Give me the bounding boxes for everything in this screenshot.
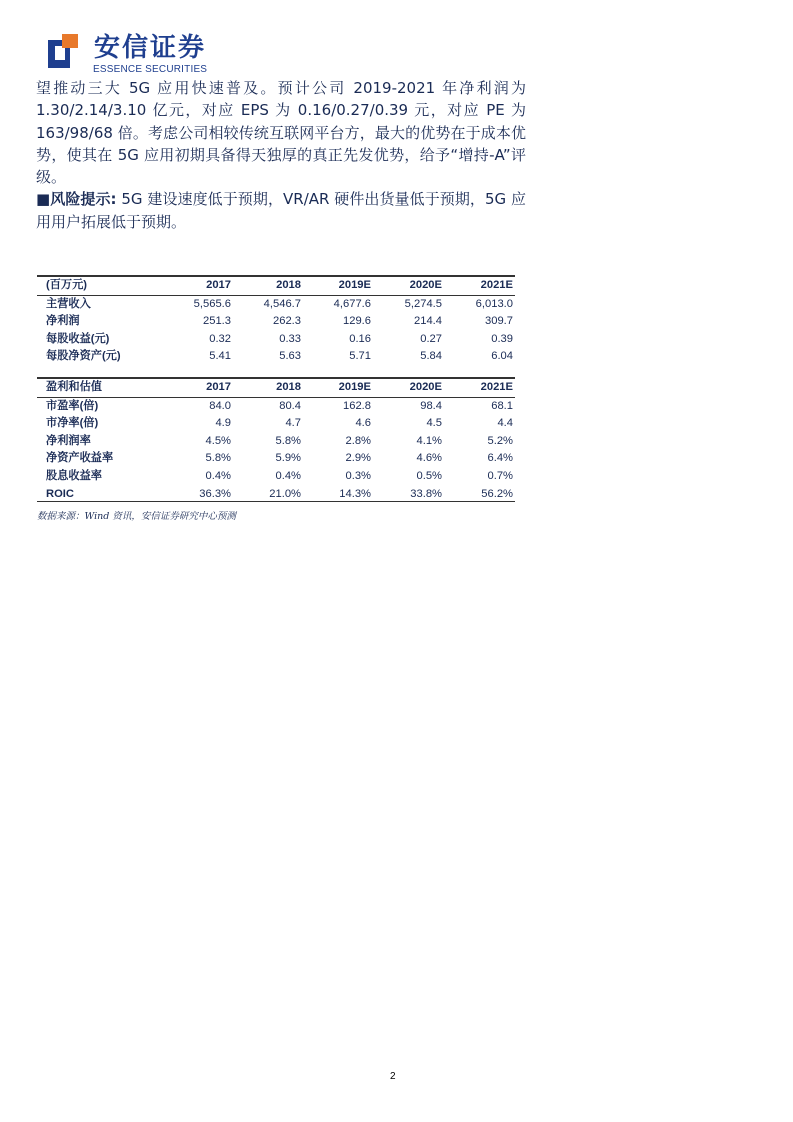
row-label: 每股收益(元) (46, 332, 110, 345)
table-cell: 56.2% (481, 487, 513, 500)
year-header: 2021E (444, 379, 515, 397)
table-cell: 5.8% (275, 434, 301, 447)
year-header: 2021E (444, 277, 515, 295)
table-row (37, 450, 515, 468)
financial-summary-table (37, 277, 515, 366)
table-cell: 84.0 (209, 399, 231, 412)
row-label: 市盈率(倍) (46, 399, 99, 412)
table-cell: 5,274.5 (404, 297, 442, 310)
table-cell: 98.4 (420, 399, 442, 412)
table-cell: 4.7 (285, 417, 301, 430)
row-label: 净利润 (46, 315, 80, 328)
table-row (37, 331, 515, 349)
table-cell: 2.8% (345, 434, 371, 447)
table-cell: 68.1 (491, 399, 513, 412)
table-row (37, 348, 515, 366)
table-cell: 4.5% (205, 434, 231, 447)
table-cell: 129.6 (343, 315, 371, 328)
table-cell: 309.7 (485, 315, 513, 328)
table-cell: 251.3 (203, 315, 231, 328)
table-cell: 4,677.6 (333, 297, 371, 310)
year-header: 2018 (233, 379, 303, 397)
year-header: 2019E (303, 379, 373, 397)
table-cell: 262.3 (273, 315, 301, 328)
table-row (37, 415, 515, 433)
table-cell: 6.4% (487, 452, 513, 465)
data-source-note: 数据来源：Wind 资讯，安信证券研究中心预测 (37, 511, 236, 522)
table-cell: 6.04 (491, 350, 513, 363)
table-cell: 0.3% (345, 469, 371, 482)
year-header: 2020E (373, 379, 444, 397)
table-cell: 33.8% (410, 487, 442, 500)
risk-label: 风险提示: (50, 190, 117, 209)
table-cell: 5.2% (487, 434, 513, 447)
body-paragraph (36, 77, 526, 233)
page-number: 2 (390, 1071, 396, 1082)
year-header: 2017 (163, 379, 233, 397)
row-label: 市净率(倍) (46, 417, 99, 430)
table-cell: 6,013.0 (475, 297, 513, 310)
table-cell: 4.9 (215, 417, 231, 430)
risk-text: 5G 建设速度低于预期，VR/AR 硬件出货量低于预期，5G 应用用户拓展低于预期。 (36, 190, 526, 231)
year-header: 2019E (303, 277, 373, 295)
year-header: 2020E (373, 277, 444, 295)
table-cell: 5,565.6 (193, 297, 231, 310)
brand-name-cn: 安信证券 (94, 33, 207, 63)
valuation-table (37, 379, 515, 503)
row-label: 主营收入 (46, 297, 91, 310)
table-cell: 0.4% (205, 469, 231, 482)
table-cell: 0.33 (279, 332, 301, 345)
row-label: ROIC (46, 487, 74, 500)
row-label: 净利润率 (46, 434, 91, 447)
table-cell: 21.0% (269, 487, 301, 500)
table-row (37, 433, 515, 451)
brand-logo (46, 34, 206, 78)
table-row (37, 468, 515, 486)
table-cell: 4.4 (497, 417, 513, 430)
table-header-row (37, 379, 515, 397)
row-label: 股息收益率 (46, 469, 102, 482)
financial-summary-body (37, 277, 515, 366)
table-cell: 0.5% (416, 469, 442, 482)
risk-bullet: ■ (36, 190, 51, 209)
valuation-table-body (37, 379, 515, 503)
table-cell: 5.41 (209, 350, 231, 363)
year-header: 2018 (233, 277, 303, 295)
year-header: 2017 (163, 277, 233, 295)
table-cell: 4.6 (355, 417, 371, 430)
table-cell: 4.1% (416, 434, 442, 447)
table-cell: 4,546.7 (263, 297, 301, 310)
table-row (37, 295, 515, 313)
brand-name-en: ESSENCE SECURITIES (93, 64, 208, 75)
row-label: 净资产收益率 (46, 452, 114, 465)
table-cell: 0.39 (491, 332, 513, 345)
table-cell: 80.4 (279, 399, 301, 412)
table-cell: 0.4% (275, 469, 301, 482)
essence-logo-icon (46, 34, 82, 70)
table-cell: 0.32 (209, 332, 231, 345)
table-cell: 5.71 (349, 350, 371, 363)
table-header-label: (百万元) (37, 277, 163, 295)
table-cell: 0.16 (349, 332, 371, 345)
table2-bottom-rule (37, 501, 515, 502)
table-cell: 162.8 (343, 399, 371, 412)
valuation-paragraph: 望推动三大 5G 应用快速普及。预计公司 2019-2021 年净利润为 1.30/2.14/3.10 亿元，对应 EPS 为 0.16/0.27/0.39 元，对应 PE 为 163/98/68 倍。考虑公司相较传统互联网平台方，最大的优势在于成本优势，使其在 5G 应用初期具备得天独厚的真正先发优势，给予“增持-A”评级。 (36, 79, 526, 187)
table-cell: 0.27 (420, 332, 442, 345)
table-cell: 14.3% (339, 487, 371, 500)
table-header-label: 盈利和估值 (37, 379, 163, 397)
table-cell: 36.3% (199, 487, 231, 500)
table-row (37, 397, 515, 415)
table-cell: 2.9% (345, 452, 371, 465)
table-cell: 4.5 (426, 417, 442, 430)
table-cell: 5.84 (420, 350, 442, 363)
table-cell: 214.4 (414, 315, 442, 328)
table-cell: 5.63 (279, 350, 301, 363)
table-cell: 4.6% (416, 452, 442, 465)
table-cell: 5.8% (205, 452, 231, 465)
table-header-row (37, 277, 515, 295)
table-cell: 5.9% (275, 452, 301, 465)
table-cell: 0.7% (487, 469, 513, 482)
table-row (37, 313, 515, 331)
row-label: 每股净资产(元) (46, 350, 121, 363)
risk-paragraph (36, 188, 526, 233)
